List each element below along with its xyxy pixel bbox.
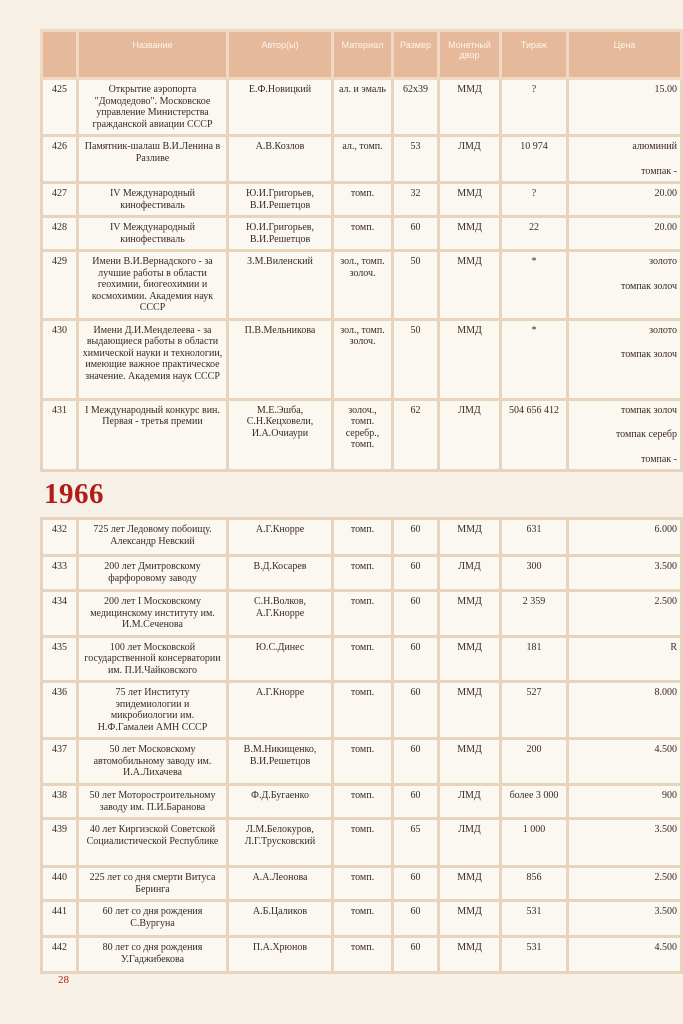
cell-material: томп.: [333, 682, 393, 739]
price-line: 6.000: [654, 524, 677, 535]
cell-number: 433: [42, 556, 78, 591]
header-material: Материал: [333, 31, 393, 79]
cell-material: томп.: [333, 519, 393, 556]
medal-table-2: [40, 517, 677, 974]
cell-author: А.А.Леонова: [228, 867, 333, 901]
cell-material: зол., томп. золоч.: [333, 251, 393, 320]
cell-number: 429: [42, 251, 78, 320]
price-line: томпак -: [641, 453, 677, 465]
cell-price: [568, 217, 682, 251]
year-heading: 1966: [44, 478, 104, 510]
cell-circulation: 631: [501, 519, 568, 556]
cell-circulation: 300: [501, 556, 568, 591]
table-row: [42, 136, 682, 183]
cell-price: [568, 636, 682, 682]
price-line: золото: [649, 256, 677, 267]
cell-number: 440: [42, 867, 78, 901]
cell-name: 100 лет Московской государственной консерватории им. П.И.Чайковского: [78, 636, 228, 682]
cell-size: 60: [393, 217, 439, 251]
cell-mint: ММД: [439, 217, 501, 251]
cell-author: А.Б.Цаликов: [228, 901, 333, 937]
cell-author: А.В.Козлов: [228, 136, 333, 183]
price-line: томпак серебр: [615, 429, 677, 440]
cell-number: 437: [42, 739, 78, 785]
cell-number: 435: [42, 636, 78, 682]
cell-size: 60: [393, 591, 439, 637]
price-line: R: [670, 641, 677, 653]
cell-price: [568, 937, 682, 973]
cell-circulation: ?: [501, 79, 568, 136]
cell-number: 430: [42, 319, 78, 399]
cell-name: 40 лет Киргизской Советской Социалистической Республике: [78, 819, 228, 867]
price-line: томпак золоч: [620, 280, 677, 292]
cell-size: 60: [393, 785, 439, 819]
medal-table-1: [40, 29, 677, 472]
cell-mint: ММД: [439, 591, 501, 637]
cell-size: 50: [393, 319, 439, 399]
cell-size: 60: [393, 556, 439, 591]
cell-material: золоч., томп. серебр., томп.: [333, 399, 393, 471]
table-row: [42, 682, 682, 739]
table-row: [42, 901, 682, 937]
cell-author: М.Е.Эшба, С.Н.Кецховели, И.А.Очиаури: [228, 399, 333, 471]
cell-price: [568, 399, 682, 471]
cell-mint: ММД: [439, 937, 501, 973]
table-row: [42, 556, 682, 591]
cell-price: [568, 251, 682, 320]
cell-mint: ММД: [439, 901, 501, 937]
cell-name: 225 лет со дня смерти Витуса Беринга: [78, 867, 228, 901]
cell-material: томп.: [333, 591, 393, 637]
cell-price: [568, 739, 682, 785]
cell-mint: ММД: [439, 519, 501, 556]
cell-mint: ММД: [439, 867, 501, 901]
cell-name: 50 лет Моторостроительному заводу им. П.И.Баранова: [78, 785, 228, 819]
cell-size: 60: [393, 901, 439, 937]
cell-mint: ЛМД: [439, 785, 501, 819]
cell-author: Ф.Д.Бугаенко: [228, 785, 333, 819]
cell-size: 32: [393, 183, 439, 217]
cell-material: ал. и эмаль: [333, 79, 393, 136]
price-line: 3.500: [654, 906, 677, 917]
cell-name: Имени В.И.Вернадского - за лучшие работы в области геохимии, биогеохимии и космохимии. Академия наук СССР: [78, 251, 228, 320]
table-row: [42, 79, 682, 136]
cell-name: I Международный конкурс вин. Первая - третья премии: [78, 399, 228, 471]
cell-circulation: 856: [501, 867, 568, 901]
cell-circulation: 1 000: [501, 819, 568, 867]
price-line: 20.00: [654, 222, 677, 233]
cell-size: 53: [393, 136, 439, 183]
cell-size: 50: [393, 251, 439, 320]
cell-circulation: 2 359: [501, 591, 568, 637]
cell-mint: ЛМД: [439, 136, 501, 183]
cell-mint: ЛМД: [439, 819, 501, 867]
cell-price: [568, 319, 682, 399]
cell-number: 442: [42, 937, 78, 973]
table-row: [42, 399, 682, 471]
header-circulation: Тираж: [501, 31, 568, 79]
table-row: [42, 591, 682, 637]
cell-author: П.В.Мельникова: [228, 319, 333, 399]
cell-author: С.Н.Волков, А.Г.Кнорре: [228, 591, 333, 637]
header-author: Автор(ы): [228, 31, 333, 79]
cell-size: 60: [393, 636, 439, 682]
price-line: томпак золоч: [620, 404, 677, 416]
price-line: 3.500: [654, 824, 677, 835]
cell-circulation: 181: [501, 636, 568, 682]
cell-number: 426: [42, 136, 78, 183]
cell-price: [568, 819, 682, 867]
cell-number: 439: [42, 819, 78, 867]
cell-mint: ММД: [439, 636, 501, 682]
price-line: 2.500: [654, 596, 677, 607]
table-row: [42, 785, 682, 819]
cell-size: 60: [393, 682, 439, 739]
cell-size: 65: [393, 819, 439, 867]
cell-mint: ММД: [439, 682, 501, 739]
cell-author: Ю.С.Динес: [228, 636, 333, 682]
cell-price: [568, 183, 682, 217]
price-line: томпак -: [641, 165, 677, 177]
cell-number: 428: [42, 217, 78, 251]
cell-author: З.М.Виленский: [228, 251, 333, 320]
cell-material: томп.: [333, 867, 393, 901]
cell-circulation: 10 974: [501, 136, 568, 183]
price-line: 900: [662, 790, 677, 801]
table-row: [42, 217, 682, 251]
cell-price: [568, 79, 682, 136]
cell-circulation: 531: [501, 937, 568, 973]
cell-price: [568, 556, 682, 591]
cell-circulation: более 3 000: [501, 785, 568, 819]
cell-material: томп.: [333, 937, 393, 973]
cell-author: Ю.И.Григорьев, В.И.Решетцов: [228, 217, 333, 251]
table-row: [42, 739, 682, 785]
cell-material: томп.: [333, 217, 393, 251]
cell-mint: ММД: [439, 739, 501, 785]
table-header-row: [42, 31, 682, 79]
cell-price: [568, 136, 682, 183]
cell-name: IV Международный кинофестиваль: [78, 217, 228, 251]
cell-size: 60: [393, 519, 439, 556]
cell-circulation: 527: [501, 682, 568, 739]
cell-number: 427: [42, 183, 78, 217]
cell-size: 62: [393, 399, 439, 471]
price-line: 4.500: [654, 744, 677, 755]
cell-number: 434: [42, 591, 78, 637]
cell-mint: ММД: [439, 79, 501, 136]
cell-mint: ЛМД: [439, 556, 501, 591]
cell-number: 436: [42, 682, 78, 739]
cell-circulation: *: [501, 251, 568, 320]
cell-name: Открытие аэропорта "Домодедово". Московское управление Министерства гражданской авиации СССР: [78, 79, 228, 136]
cell-circulation: *: [501, 319, 568, 399]
cell-name: 60 лет со дня рождения С.Вургуна: [78, 901, 228, 937]
header-number: [42, 31, 78, 79]
cell-material: зол., томп. золоч.: [333, 319, 393, 399]
table-row: [42, 319, 682, 399]
table-row: [42, 867, 682, 901]
price-line: томпак золоч: [620, 349, 677, 360]
cell-author: А.Г.Кнорре: [228, 682, 333, 739]
cell-number: 431: [42, 399, 78, 471]
cell-author: В.Д.Косарев: [228, 556, 333, 591]
price-line: 2.500: [654, 872, 677, 883]
cell-number: 432: [42, 519, 78, 556]
cell-material: ал., томп.: [333, 136, 393, 183]
cell-price: [568, 519, 682, 556]
cell-mint: ММД: [439, 319, 501, 399]
cell-name: 200 лет I Московскому медицинскому институту им. И.М.Сеченова: [78, 591, 228, 637]
cell-circulation: 504 656 412: [501, 399, 568, 471]
cell-number: 425: [42, 79, 78, 136]
cell-price: [568, 867, 682, 901]
cell-name: 725 лет Ледовому побоищу. Александр Невский: [78, 519, 228, 556]
table-row: [42, 251, 682, 320]
cell-size: 60: [393, 867, 439, 901]
price-line: 3.500: [654, 561, 677, 572]
table-row: [42, 937, 682, 973]
cell-price: [568, 901, 682, 937]
header-mint: Монетный двор: [439, 31, 501, 79]
table-row: [42, 183, 682, 217]
cell-name: IV Международный кинофестиваль: [78, 183, 228, 217]
cell-number: 438: [42, 785, 78, 819]
cell-material: томп.: [333, 636, 393, 682]
cell-material: томп.: [333, 556, 393, 591]
page-number: 28: [58, 974, 69, 986]
cell-material: томп.: [333, 739, 393, 785]
cell-price: [568, 785, 682, 819]
cell-name: 75 лет Институту эпидемиологии и микробиологии им. Н.Ф.Гамалеи АМН СССР: [78, 682, 228, 739]
cell-number: 441: [42, 901, 78, 937]
cell-price: [568, 591, 682, 637]
cell-name: 80 лет со дня рождения У.Гаджибекова: [78, 937, 228, 973]
cell-material: томп.: [333, 785, 393, 819]
cell-name: Имени Д.И.Менделеева - за выдающиеся работы в области химической науки и технологии, имеющие важное практическое значение. Академия наук СССР: [78, 319, 228, 399]
cell-author: Ю.И.Григорьев, В.И.Решетцов: [228, 183, 333, 217]
cell-mint: ММД: [439, 183, 501, 217]
cell-size: 62x39: [393, 79, 439, 136]
price-line: 20.00: [654, 188, 677, 199]
price-line: золото: [649, 324, 677, 336]
price-line: алюминий: [632, 141, 677, 152]
table-row: [42, 519, 682, 556]
cell-mint: ММД: [439, 251, 501, 320]
header-name: Название: [78, 31, 228, 79]
cell-material: томп.: [333, 901, 393, 937]
cell-circulation: ?: [501, 183, 568, 217]
price-line: 8.000: [654, 687, 677, 698]
cell-author: В.М.Никищенко, В.И.Решетцов: [228, 739, 333, 785]
cell-author: П.А.Хрюнов: [228, 937, 333, 973]
cell-material: томп.: [333, 819, 393, 867]
cell-circulation: 200: [501, 739, 568, 785]
cell-circulation: 531: [501, 901, 568, 937]
cell-material: томп.: [333, 183, 393, 217]
table-row: [42, 819, 682, 867]
cell-author: А.Г.Кнорре: [228, 519, 333, 556]
price-line: 4.500: [654, 942, 677, 953]
price-line: 15.00: [654, 84, 677, 95]
cell-circulation: 22: [501, 217, 568, 251]
cell-size: 60: [393, 937, 439, 973]
table-row: [42, 636, 682, 682]
cell-name: Памятник-шалаш В.И.Ленина в Разливе: [78, 136, 228, 183]
cell-name: 200 лет Дмитровскому фарфоровому заводу: [78, 556, 228, 591]
cell-size: 60: [393, 739, 439, 785]
header-size: Размер: [393, 31, 439, 79]
cell-name: 50 лет Московскому автомобильному заводу им. И.А.Лихачева: [78, 739, 228, 785]
header-price: Цена: [568, 31, 682, 79]
cell-price: [568, 682, 682, 739]
cell-author: Л.М.Белокуров, Л.Г.Трусковский: [228, 819, 333, 867]
cell-author: Е.Ф.Новицкий: [228, 79, 333, 136]
cell-mint: ЛМД: [439, 399, 501, 471]
